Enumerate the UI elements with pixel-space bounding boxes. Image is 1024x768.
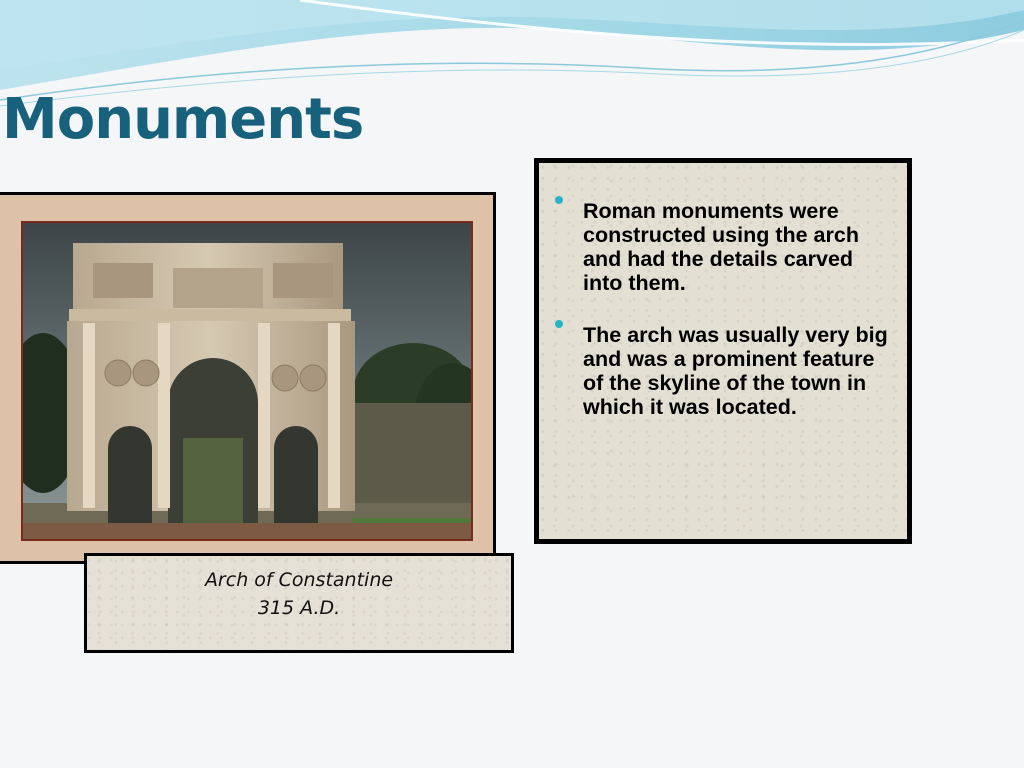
caption-title: Arch of Constantine: [204, 569, 394, 591]
photo-frame: [0, 192, 496, 564]
bullet-item: [551, 323, 895, 419]
caption-date: 315 A.D.: [257, 597, 341, 619]
slide-title: Monuments: [2, 87, 364, 152]
bullet-text-box: [534, 158, 912, 544]
bullet-text: The arch was usually very big and was a prominent feature of the skyline of the town in which it was located.: [583, 323, 888, 419]
bullet-dot-icon: [555, 196, 563, 204]
bullet-dot-icon: [555, 320, 563, 328]
image-caption: [84, 553, 514, 653]
bullet-text: Roman monuments were constructed using the arch and had the details carved into them.: [583, 199, 859, 295]
bullet-item: [551, 199, 895, 295]
arch-of-constantine-photo: [21, 221, 473, 541]
arch-illustration: [23, 223, 471, 539]
